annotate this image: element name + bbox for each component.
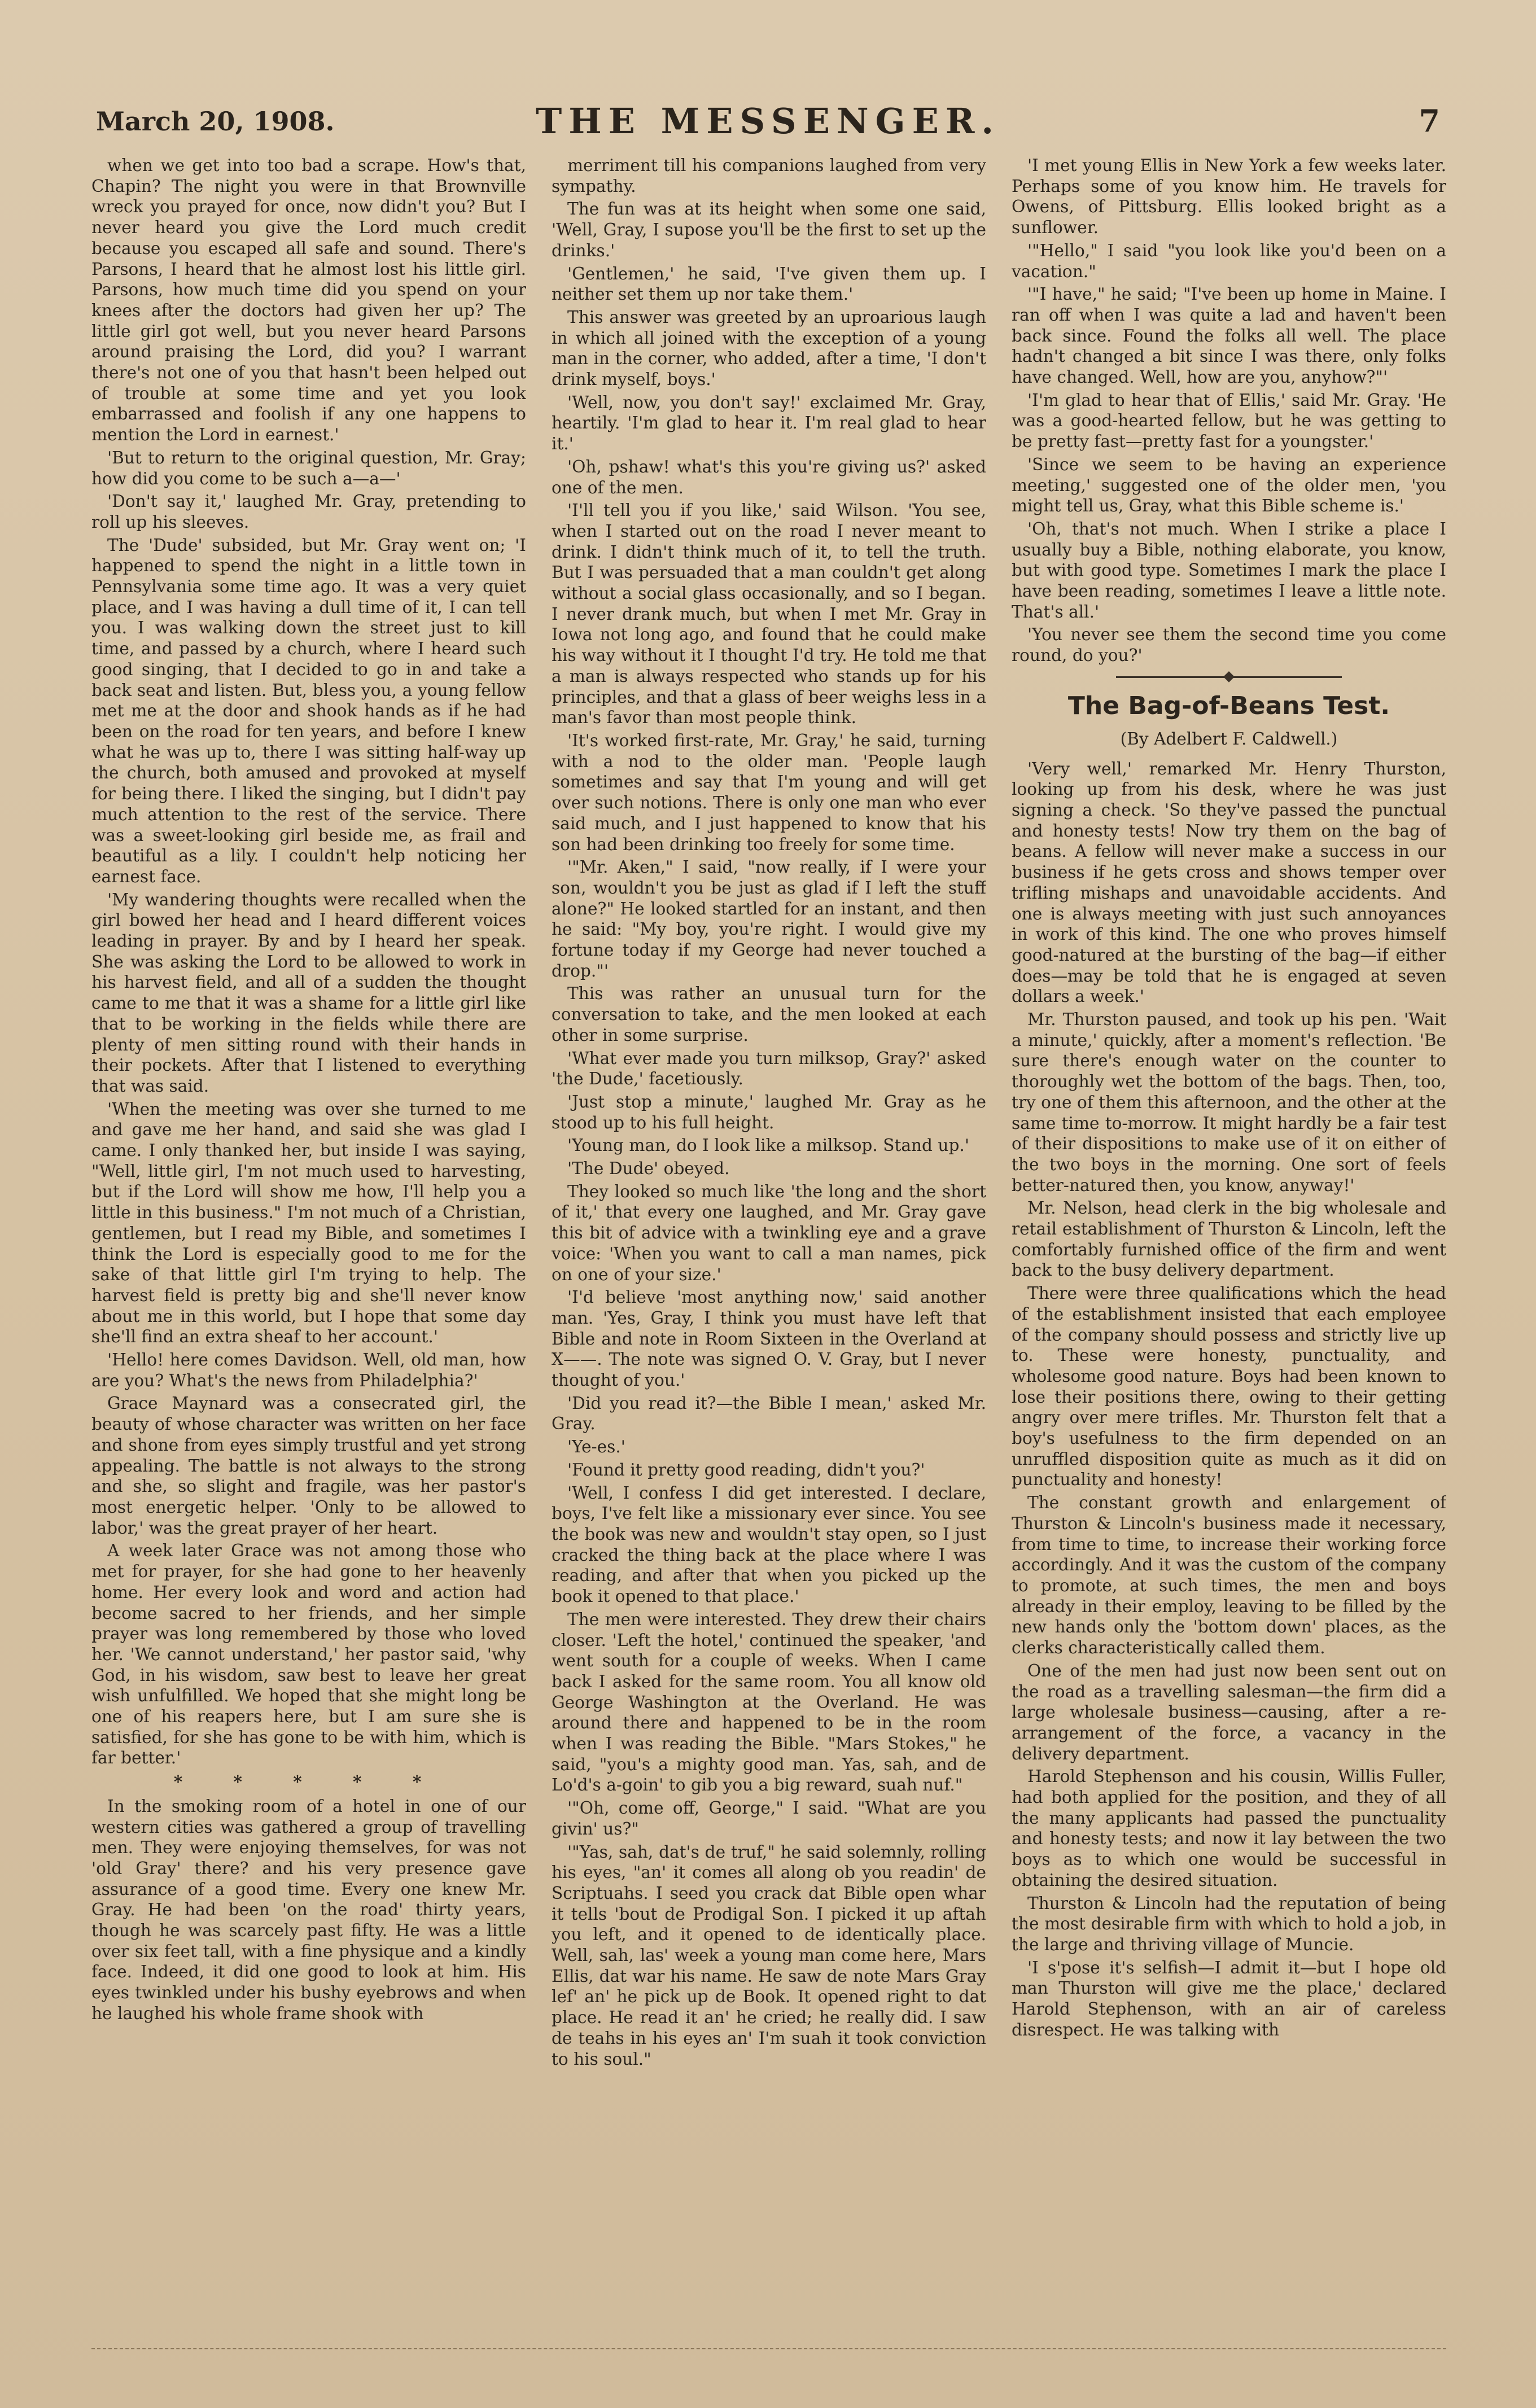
paragraph: '"I have," he said; "I've been up home in Maine. I ran off when I was quite a lad and haven't been back since. Found the folks all well. The place hadn't changed a bit since I was there, only folks have changed. Well, how are you, anyhow?"': [1012, 284, 1446, 387]
byline: (By Adelbert F. Caldwell.): [1120, 729, 1338, 748]
masthead: THE MESSENGER.: [536, 100, 1000, 142]
paragraph: Grace Maynard was a consecrated girl, the beauty of whose character was written on her face and shone from eyes simply trustful and yet strong appealing. The battle is not always to the strong and she, so slight and fragile, was her pastor's most energetic helper. 'Only to be allowed to labor,' was the great prayer of her heart.: [91, 1394, 526, 1538]
column-2: [552, 155, 986, 2317]
paragraph: 'Well, now, you don't say!' exclaimed Mr. Gray, heartily. 'I'm glad to hear it. I'm real glad to hear it.': [552, 392, 986, 454]
paragraph: 'I'll tell you if you like,' said Wilson. 'You see, when I started out on the road I never meant to drink. I didn't think much of it, to tell the truth. But I was persuaded that a man couldn't get along without a social glass occasionally, and so I began. I never drank much, but when I met Mr. Gray in Iowa not long ago, and found that he could make his way without it I thought I'd try. He told me that a man is always respected who stands up for his principles, and that a glass of beer weighs less in a man's favor than most people think.: [552, 501, 986, 728]
paragraph: 'Since we seem to be having an experience meeting,' suggested one of the older men, 'you might tell us, Gray, what this Bible scheme is.': [1012, 454, 1446, 516]
paragraph: 'Very well,' remarked Mr. Henry Thurston, looking up from his desk, where he was just signing a check. 'So they've passed the punctual and honesty tests! Now try them on the bag of beans. A fellow will never make a success in our business if he gets cross and shows temper over trifling mishaps and unavoidable accidents. And one is always meeting with just such annoyances in work of this kind. The one who proves himself good-natured at the bursting of the bag—if either does—may be told that he is engaged at seven dollars a week.': [1012, 759, 1446, 1006]
paragraph: They looked so much like 'the long and the short of it,' that every one laughed, and Mr. Gray gave this bit of advice with a twinkling eye and a grave voice: 'When you want to call a man names, pick on one of your size.': [552, 1181, 986, 1284]
paragraph: The men were interested. They drew their chairs closer. 'Left the hotel,' continued the speaker, 'and went south for a couple of weeks. When I came back I asked for the same room. You all know old George Washington at the Overland. He was around there and happened to be in the room when I was reading the Bible. "Mars Stokes," he said, "you's a mighty good man. Yas, sah, and de Lo'd's a-goin' to gib you a big reward, suah nuf.": [552, 1609, 986, 1795]
paragraph: 'It's worked first-rate, Mr. Gray,' he said, turning with a nod to the older man. 'People laugh sometimes and say that I'm young and will get over such notions. There is only one man who ever said much, and I just happened to know that his son had been drinking too freely for some time.: [552, 730, 986, 854]
paragraph: 'But to return to the original question, Mr. Gray; how did you come to be such a—a—': [91, 448, 526, 488]
paragraph: 'Hello! here comes Davidson. Well, old man, how are you? What's the news from Philadelphia?': [91, 1350, 526, 1390]
paragraph: Mr. Thurston paused, and took up his pen. 'Wait a minute,' quickly, after a moment's reflection. 'Be sure there's enough water on the counter to thoroughly wet the bottom of the bags. Then, too, try one of them this afternoon, and the other at the same time to-morrow. It might hardly be a fair test of their dispositions to make use of it on either of the two boys in the morning. One sort of feels better-natured then, you know, anyway!': [1012, 1010, 1446, 1195]
paragraph: '"Oh, come off, George," I said. "What are you givin' us?": [552, 1798, 986, 1838]
paragraph: There were three qualifications which the head of the establishment insisted that each employee of the company should possess and strictly live up to. These were honesty, punctuality, and wholesome good nature. Boys had been known to lose their positions there, owing to their getting angry over mere trifles. Mr. Thurston felt that a boy's usefulness to the firm depended on an unruffled disposition quite as much as it did on punctuality and honesty!: [1012, 1284, 1446, 1490]
page-header: [96, 96, 1440, 147]
diamond-ornament-icon: [1223, 671, 1235, 682]
paragraph: 'Young man, do I look like a milksop. Stand up.': [567, 1136, 969, 1155]
article-columns: [91, 155, 1446, 2317]
paragraph: 'You never see them the second time you come round, do you?': [1012, 625, 1446, 666]
paragraph: 'Ye-es.': [567, 1437, 625, 1457]
section-break-stars: * * * * *: [173, 1772, 444, 1792]
paragraph: 'I s'pose it's selfish—I admit it—but I hope old man Thurston will give me the place,' declared Harold Stephenson, with an air of careless disrespect. He was talking with: [1012, 1958, 1446, 2039]
paragraph: merriment till his companions laughed from very sympathy.: [552, 156, 986, 196]
paragraph: Thurston & Lincoln had the reputation of being the most desirable firm with which to hold a job, in the large and thriving village of Muncie.: [1012, 1893, 1446, 1954]
paragraph: 'I met young Ellis in New York a few weeks later. Perhaps some of you know him. He travels for Owens, of Pittsburg. Ellis looked bright as a sunflower.: [1012, 156, 1446, 238]
paragraph: The fun was at its height when some one said, 'Well, Gray, I supose you'll be the first to set up the drinks.': [552, 199, 986, 260]
paragraph: 'I'm glad to hear that of Ellis,' said Mr. Gray. 'He was a good-hearted fellow, but he was getting to be pretty fast—pretty fast for a youngster.': [1012, 390, 1446, 452]
paragraph: 'Found it pretty good reading, didn't you?': [567, 1460, 925, 1479]
paragraph: 'Gentlemen,' he said, 'I've given them up. I neither set them up nor take them.': [552, 264, 986, 304]
paragraph: The constant growth and enlargement of Thurston & Lincoln's business made it necessary, from time to time, to increase their working force accordingly. And it was the custom of the company to promote, at such times, the men and boys already in their employ, leaving to be filled by the new hands only the 'bottom down' places, as the clerks characteristically called them.: [1012, 1493, 1446, 1658]
column-3: [1012, 155, 1446, 2317]
paragraph: 'I'd believe 'most anything now,' said another man. 'Yes, Gray, I think you must have left that Bible and note in Room Sixteen in the Overland at X——. The note was signed O. V. Gray, but I never thought of you.': [552, 1288, 986, 1390]
paragraph: '"Mr. Aken," I said, "now really, if I were your son, wouldn't you be just as glad if I left the stuff alone?" He looked startled for an instant, and then he said: "My boy, you're right. I would give my fortune today if my George had never touched a drop."': [552, 857, 986, 980]
paragraph: 'My wandering thoughts were recalled when the girl bowed her head and I heard different voices leading in prayer. By and by I heard her speak. She was asking the Lord to be allowed to work in his harvest field, and all of a sudden the thought came to me that it was a shame for a little girl like that to be working in the fields while there are plenty of men sitting round with their hands in their pockets. After that I listened to everything that was said.: [91, 890, 526, 1096]
section-divider: [1116, 676, 1342, 678]
paragraph: 'Oh, pshaw! what's this you're giving us?' asked one of the men.: [552, 457, 986, 497]
issue-date: March 20, 1908.: [96, 106, 335, 137]
paragraph: 'Just stop a minute,' laughed Mr. Gray as he stood up to his full height.: [552, 1092, 986, 1132]
paragraph: 'Well, I confess I did get interested. I declare, boys, I've felt like a missionary ever since. You see the book was new and wouldn't stay open, so I just cracked the thing back at the place where I was reading, and after that when you picked up the book it opened to that place.': [552, 1483, 986, 1606]
paragraph: '"Yas, sah, dat's de truf," he said solemnly, rolling his eyes, "an' it comes all along ob you readin' de Scriptuahs. I seed you crack dat Bible open whar it tells 'bout de Prodigal Son. I picked it up aftah you left, and it opened to de identically place. Well, sah, las' week a young man come here, Mars Ellis, dat war his name. He saw de note Mars Gray lef' an' he pick up de Book. It opened right to dat place. He read it an' he cried; he really did. I saw de teahs in his eyes an' I'm suah it took conviction to his soul.": [552, 1842, 986, 2069]
paragraph: 'Oh, that's not much. When I strike a place I usually buy a Bible, nothing elaborate, you know, but with good type. Sometimes I mark the place I have been reading, sometimes I leave a little note. That's all.': [1012, 519, 1446, 621]
paragraph: A week later Grace was not among those who met for prayer, for she had gone to her heavenly home. Her every look and word and action had become sacred to her friends, and her simple prayer was long remembered by those who loved her. 'We cannot understand,' her pastor said, 'why God, in his wisdom, saw best to leave her great wish unfulfilled. We hoped that she might long be one of his reapers here, but I am sure she is satisfied, for she has gone to be with him, which is far better.': [91, 1541, 526, 1768]
paragraph: 'Don't say it,' laughed Mr. Gray, pretending to roll up his sleeves.: [91, 492, 526, 532]
paragraph: This was rather an unusual turn for the conversation to take, and the men looked at each other in some surprise.: [552, 984, 986, 1045]
paragraph: One of the men had just now been sent out on the road as a travelling salesman—the firm did a large wholesale business—causing, after a re-arrangement of the force, a vacancy in the delivery department.: [1012, 1661, 1446, 1763]
paragraph: '"Hello," I said "you look like you'd been on a vacation.": [1012, 240, 1446, 281]
column-1: [91, 155, 526, 2317]
paragraph: This answer was greeted by an uproarious laugh in which all joined with the exception of a young man in the corner, who added, after a time, 'I don't drink myself, boys.': [552, 307, 986, 389]
paragraph: when we get into too bad a scrape. How's that, Chapin? The night you were in that Brownville wreck you prayed for once, now didn't you? But I never heard you give the Lord much credit because you escaped all safe and sound. There's Parsons, I heard that he almost lost his little girl. Parsons, how much time did you spend on your knees after the doctors had given her up? The little girl got well, but you never heard Parsons around praising the Lord, did you? I warrant there's not one of you that hasn't been helped out of trouble at some time and yet you look embarrassed and foolish if any one happens to mention the Lord in earnest.': [91, 156, 526, 445]
paragraph: 'The Dude' obeyed.: [567, 1159, 730, 1179]
paragraph: 'What ever made you turn milksop, Gray?' asked 'the Dude,' facetiously.: [552, 1048, 986, 1089]
page-number: 7: [1419, 103, 1440, 139]
paragraph: 'When the meeting was over she turned to me and gave me her hand, and said she was glad I came. I only thanked her, but inside I was saying, "Well, little girl, I'm not much used to harvesting, but if the Lord will show me how, I'll help you a little in this business." I'm not much of a Christian, gentlemen, but I read my Bible, and sometimes I think the Lord is especially good to me for the sake of that little girl I'm trying to help. The harvest field is pretty big and she'll never know about me in this world, but I hope that some day she'll find an extra sheaf to her account.': [91, 1099, 526, 1347]
paragraph: Harold Stephenson and his cousin, Willis Fuller, had both applied for the position, and they of all the many applicants had passed the punctuality and honesty tests; and now it lay between the two boys as to which one would be successful in obtaining the desired situation.: [1012, 1767, 1446, 1890]
page-bottom-edge: [91, 2348, 1446, 2349]
story-title: The Bag-of-Beans Test.: [1067, 691, 1390, 720]
paragraph: Mr. Nelson, head clerk in the big wholesale and retail establishment of Thurston & Lincoln, left the comfortably furnished office of the firm and went back to the busy delivery department.: [1012, 1198, 1446, 1280]
paragraph: In the smoking room of a hotel in one of our western cities was gathered a group of travelling men. They were enjoying themselves, for was not 'old Gray' there? and his very presence gave assurance of a good time. Every one knew Mr. Gray. He had been 'on the road' thirty years, though he was scarcely past fifty. He was a little over six feet tall, with a fine physique and a kindly face. Indeed, it did one good to look at him. His eyes twinkled under his bushy eyebrows and when he laughed his whole frame shook with: [91, 1796, 526, 2023]
paragraph: 'Did you read it?—the Bible I mean,' asked Mr. Gray.: [552, 1393, 986, 1434]
paragraph: The 'Dude' subsided, but Mr. Gray went on; 'I happened to spend the night in a little town in Pennsylvania some time ago. It was a very quiet place, and I was having a dull time of it, I can tell you. I was walking down the street just to kill time, and passed by a church, where I heard such good singing, that I decided to go in and take a back seat and listen. But, bless you, a young fellow met me at the door and shook hands as if he had been on the road for ten years, and before I knew what he was up to, there I was sitting half-way up the church, both amused and provoked at myself for being there. I liked the singing, but I didn't pay much attention to the rest of the service. There was a sweet-looking girl beside me, as frail and beautiful as a lily. I couldn't help noticing her earnest face.: [91, 535, 526, 886]
